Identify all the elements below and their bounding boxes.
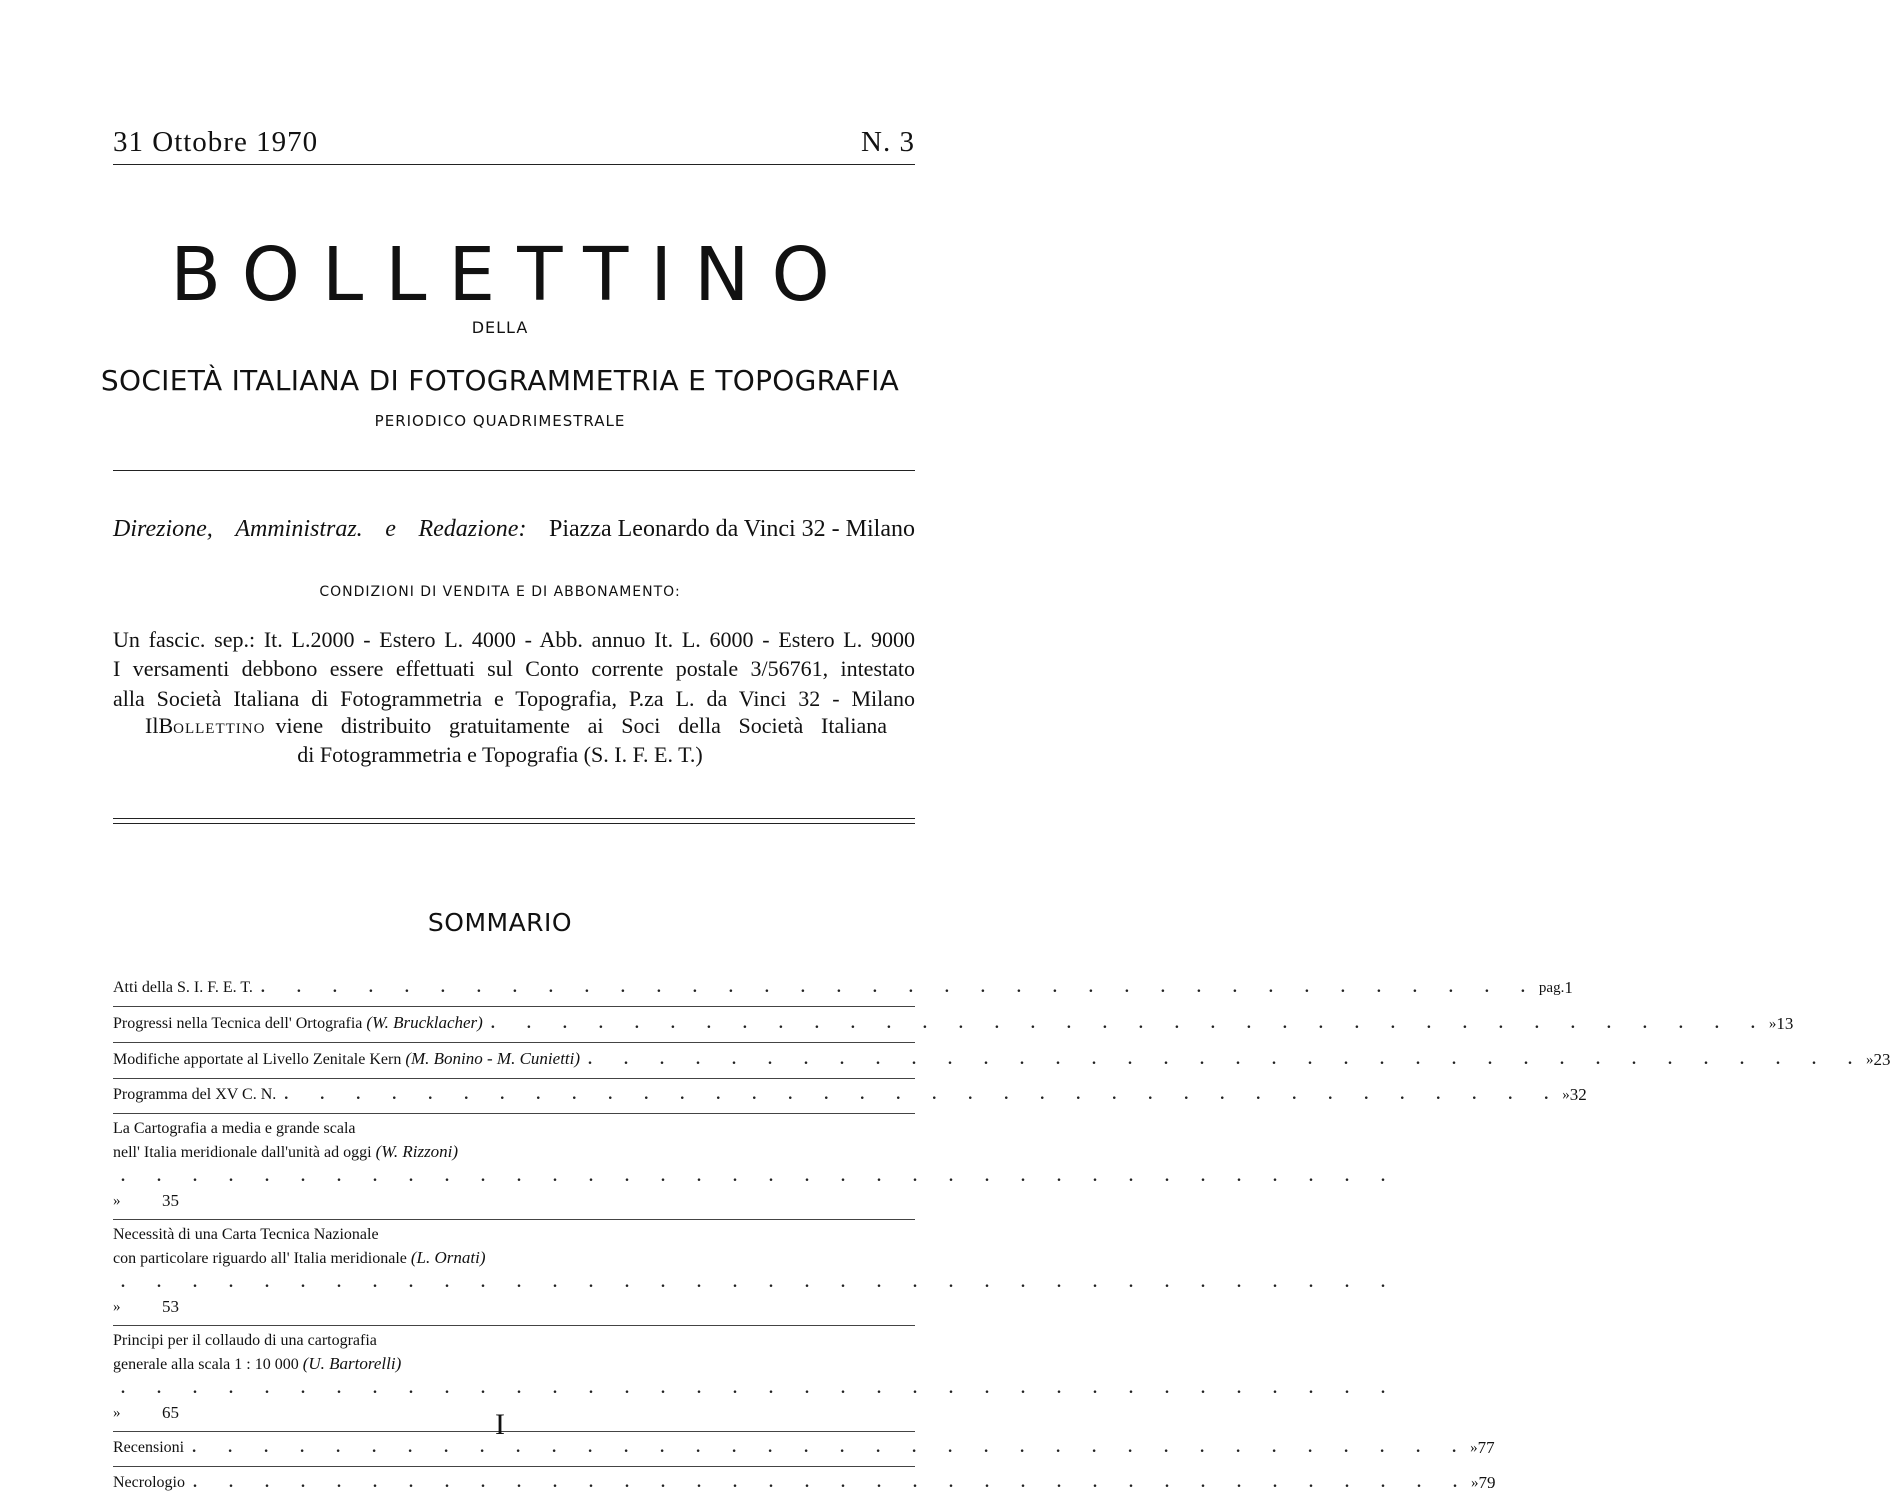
toc-title-wrap [113, 1140, 458, 1165]
toc-row [113, 972, 1573, 1006]
toc-mark: » [1470, 1475, 1479, 1491]
toc-mark: » [1866, 1052, 1874, 1068]
toc-title: con particolare riguardo all' Italia meridionale [113, 1250, 407, 1267]
distribution-text: viene distribuito gratuitamente ai Soci della Società Italiana [275, 713, 887, 738]
toc-mark: » [113, 1193, 121, 1209]
toc-title: nell' Italia meridionale dall'unità ad oggi [113, 1144, 372, 1161]
toc-title: Atti della S. I. F. E. T. [113, 979, 253, 996]
amministraz-label: Amministraz. [235, 516, 363, 542]
toc-title: Recensioni [113, 1439, 185, 1456]
toc-row [113, 1079, 1587, 1113]
toc-mark: » [1562, 1087, 1570, 1103]
issue-date: 31 Ottobre 1970 [113, 126, 319, 158]
toc-author: (L. Ornati) [410, 1248, 486, 1267]
direzione-label: Direzione, [113, 516, 213, 542]
toc-leader: . . . . . . . . . . . . . . . . . . . . . . . . . . . . . . . . . . . . [121, 1380, 1399, 1397]
header-rule [113, 164, 915, 165]
distribution-il: Il [145, 713, 159, 738]
toc-leader: . . . . . . . . . . . . . . . . . . . . . . . . . . . . . . . . . . . . [121, 1168, 1399, 1185]
toc-title: Modifiche apportate al Livello Zenitale Kern [113, 1051, 402, 1068]
journal-title: BOLLETTINO [170, 232, 852, 318]
toc-page: 1 [1564, 978, 1573, 997]
bollettino-smallcaps [158, 712, 265, 743]
toc-page: 77 [1477, 1438, 1495, 1457]
toc-page: 13 [1776, 1014, 1794, 1033]
toc-title: Programma del XV C. N. [113, 1086, 277, 1103]
bollettino-rest: OLLETTINO [173, 721, 266, 737]
issue-number: N. 3 [861, 126, 915, 158]
toc-leader: . . . . . . . . . . . . . . . . . . . . . . . . . . . . . . . . . . . . [588, 1051, 1867, 1068]
toc-title-line-1: Necessità di una Carta Tecnica Nazionale [113, 1226, 379, 1243]
conditions-double-rule [113, 818, 915, 824]
periodicity-label: PERIODICO QUADRIMESTRALE [374, 412, 626, 430]
toc-leader: . . . . . . . . . . . . . . . . . . . . . . . . . . . . . . . . . . . . [121, 1274, 1399, 1291]
payment-line-2: alla Società Italiana di Fotogrammetria e Topografia, P.za L. da Vinci 32 - Milano [113, 686, 915, 711]
toc-leader: . . . . . . . . . . . . . . . . . . . . . . . . . . . . . . . . . . . . [192, 1439, 1471, 1456]
toc-leader: . . . . . . . . . . . . . . . . . . . . . . . . . . . . . . . . . . . . [284, 1086, 1563, 1103]
toc-author: (W. Brucklacher) [366, 1013, 483, 1032]
toc-row [113, 1220, 1399, 1325]
payment-line-1: I versamenti debbono essere effettuati sul Conto corrente postale 3/56761, intestato [113, 656, 915, 681]
toc-title: Progressi nella Tecnica dell' Ortografia [113, 1015, 363, 1032]
distribution-line-2: di Fotogrammetria e Topografia (S. I. F. E. T.) [297, 742, 703, 767]
toc-mark: » [113, 1405, 121, 1421]
address-line [113, 516, 915, 543]
toc-row [113, 1007, 1794, 1042]
toc-title-line-1: La Cartografia a media e grande scala [113, 1120, 356, 1137]
masthead-rule [113, 470, 915, 471]
society-name: SOCIETÀ ITALIANA DI FOTOGRAMMETRIA E TOPOGRAFIA [100, 364, 900, 397]
toc-title-wrap [113, 1011, 483, 1036]
page-folio: I [495, 1408, 505, 1441]
redazione-label: Redazione: [418, 516, 527, 542]
toc-title-line-1: Principi per il collaudo di una cartografia [113, 1332, 377, 1349]
toc-author: (W. Rizzoni) [375, 1142, 459, 1161]
address-place: Piazza Leonardo da Vinci 32 - Milano [549, 516, 915, 542]
toc-row [113, 1467, 1496, 1501]
bollettino-initial: B [158, 713, 174, 738]
toc-mark: pag. [1538, 980, 1565, 996]
toc-mark: » [1768, 1016, 1777, 1032]
toc-page: 65 [162, 1403, 179, 1422]
distribution-line [145, 712, 887, 743]
toc-page: 79 [1478, 1473, 1496, 1492]
toc-mark: » [113, 1299, 121, 1315]
toc-mark: » [1470, 1440, 1478, 1456]
toc-title-wrap [113, 1047, 580, 1072]
toc-page: 23 [1873, 1050, 1891, 1069]
toc-page: 53 [162, 1297, 179, 1316]
toc-author: (M. Bonino - M. Cunietti) [405, 1049, 581, 1068]
e-label: e [385, 516, 396, 542]
toc-page: 35 [162, 1191, 179, 1210]
toc-title: generale alla scala 1 : 10 000 [113, 1356, 299, 1373]
toc-title: Necrologio [113, 1474, 185, 1491]
toc-row [113, 1114, 1399, 1219]
toc-leader: . . . . . . . . . . . . . . . . . . . . . . . . . . . . . . . . . . . . [260, 979, 1539, 996]
toc-page: 32 [1569, 1085, 1587, 1104]
della-label: DELLA [471, 318, 529, 337]
toc-leader: . . . . . . . . . . . . . . . . . . . . . . . . . . . . . . . . . . . . [192, 1474, 1471, 1491]
toc-title-wrap [113, 1246, 485, 1271]
toc-leader: . . . . . . . . . . . . . . . . . . . . . . . . . . . . . . . . . . . . [490, 1015, 1769, 1032]
toc-row [113, 1043, 1891, 1078]
conditions-heading: CONDIZIONI DI VENDITA E DI ABBONAMENTO: [319, 584, 681, 600]
prices-line: Un fascic. sep.: It. L.2000 - Estero L. 4000 - Abb. annuo It. L. 6000 - Estero L. 9000 [113, 627, 915, 652]
toc-title-wrap [113, 1352, 401, 1377]
summary-heading: SOMMARIO [427, 908, 573, 937]
toc-author: (U. Bartorelli) [302, 1354, 402, 1373]
